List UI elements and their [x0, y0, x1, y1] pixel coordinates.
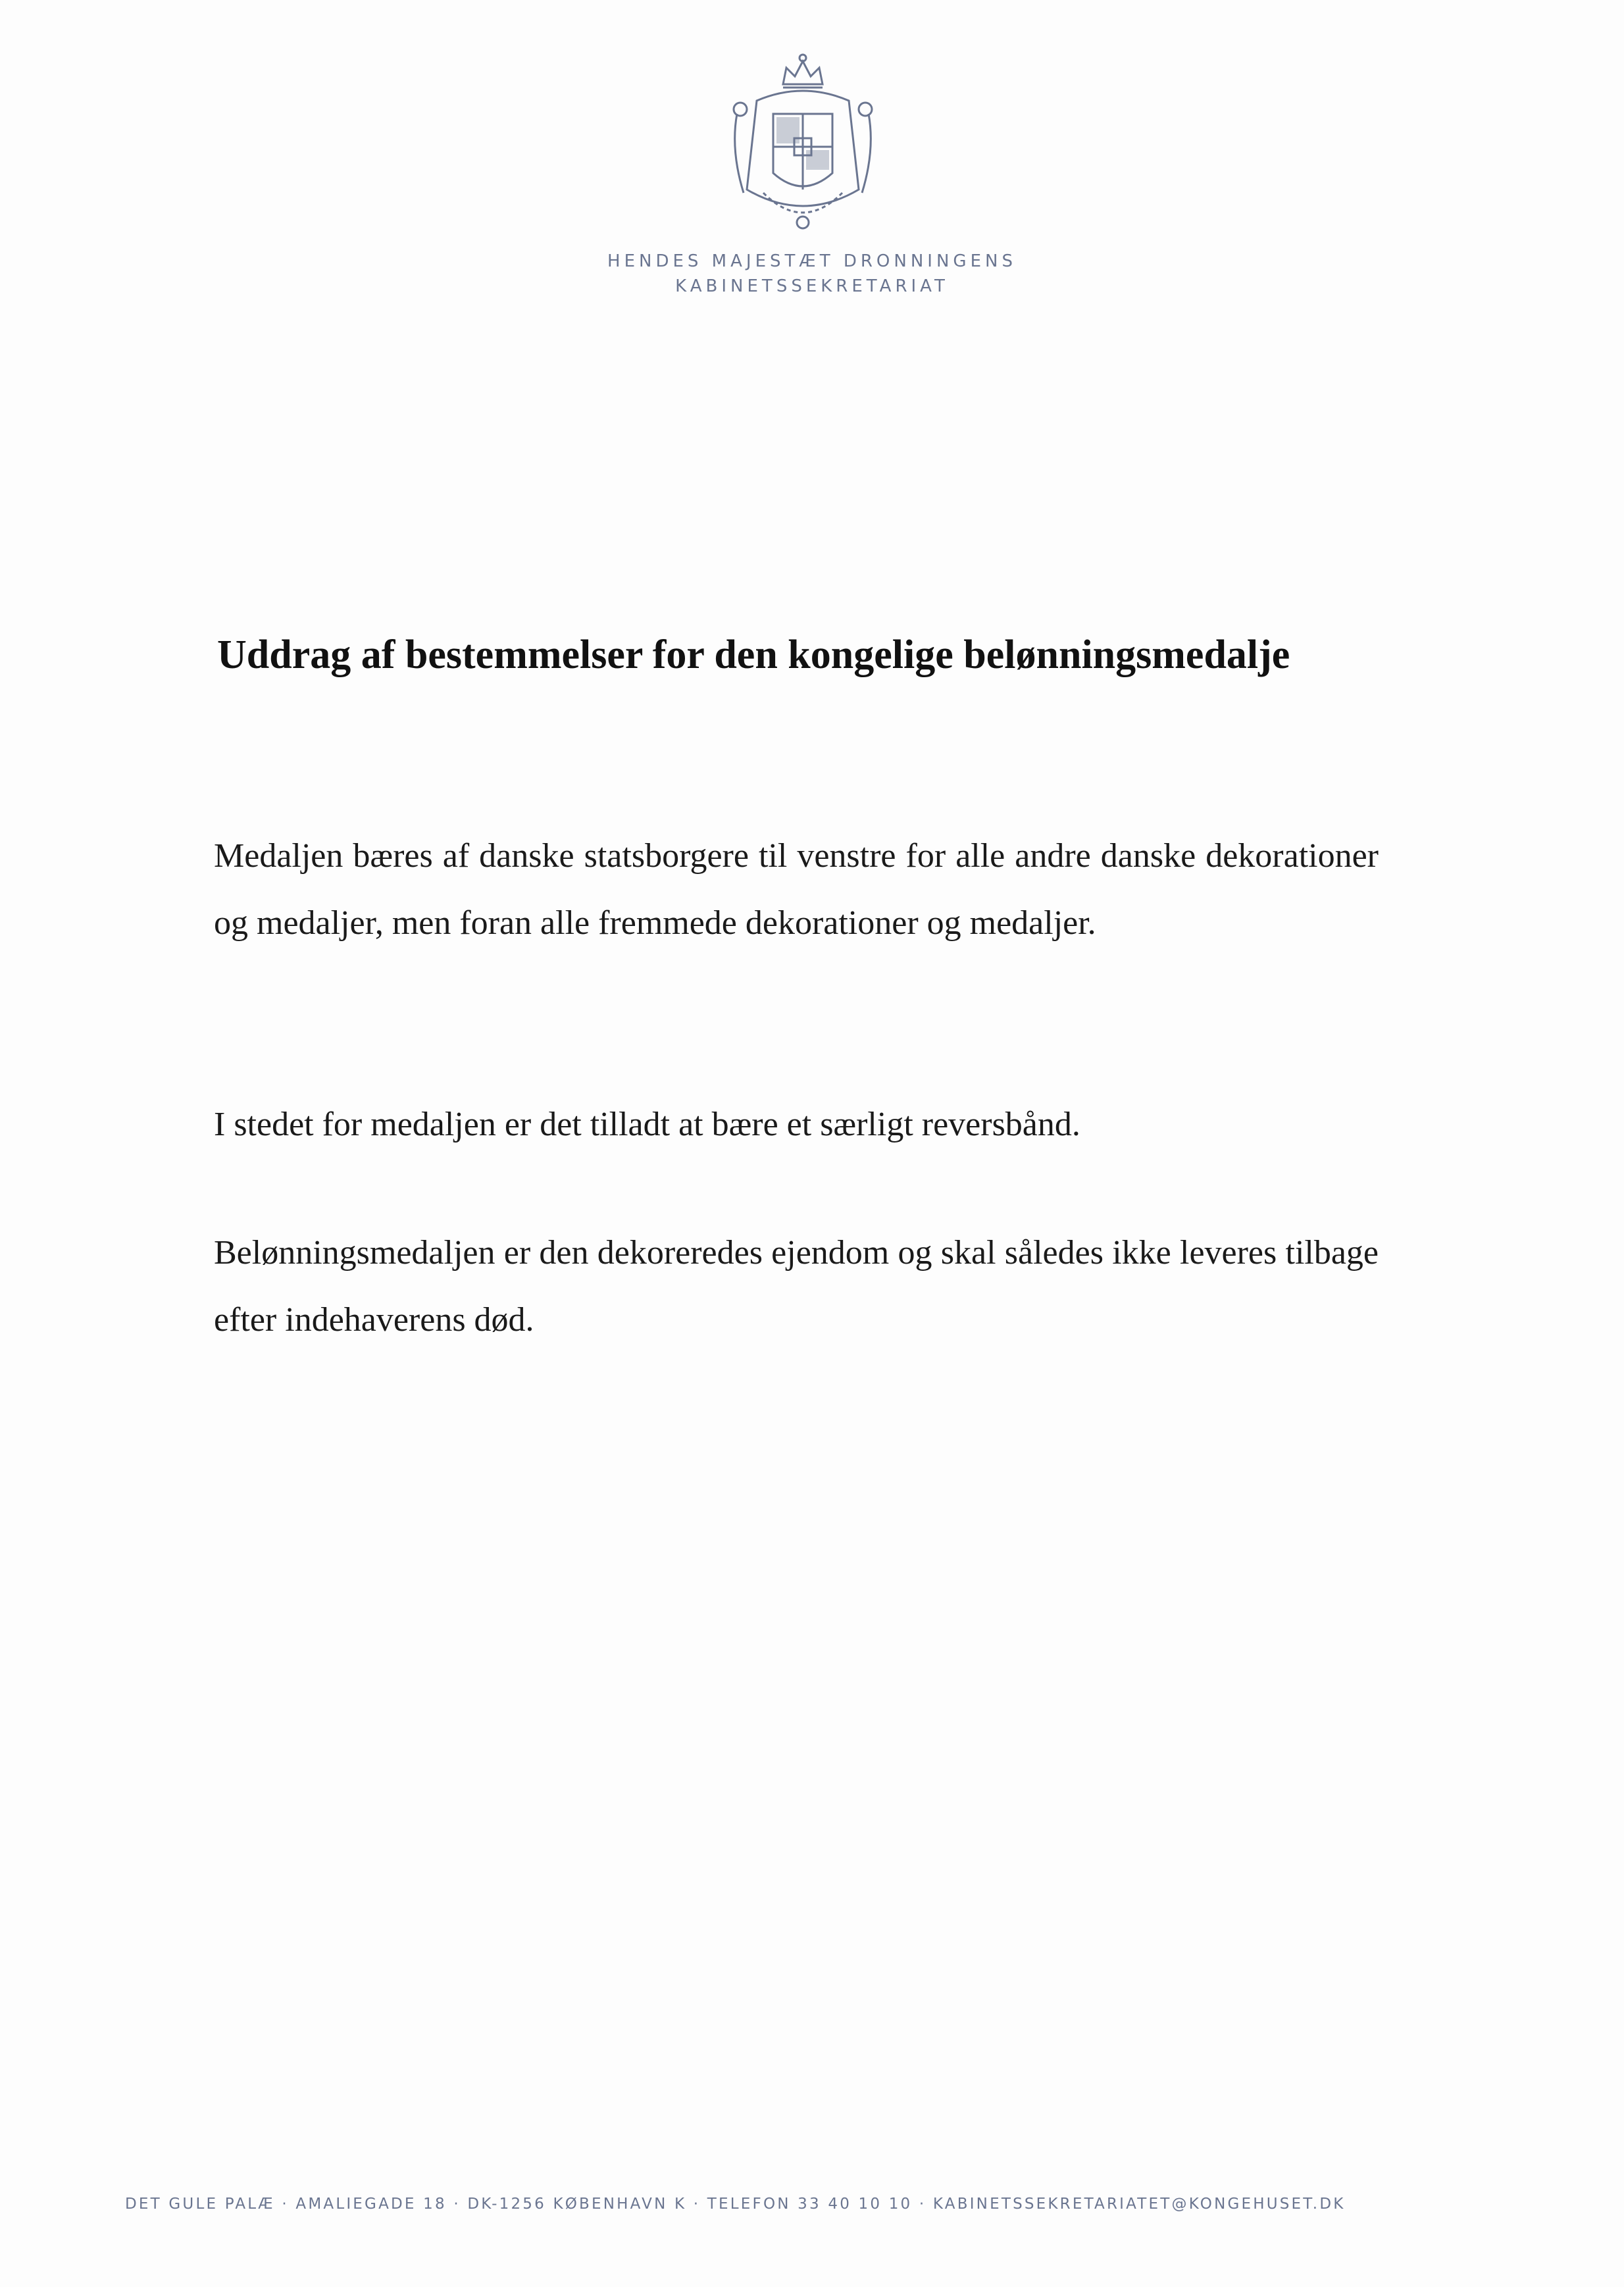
- letterhead-line-1: HENDES MAJESTÆT DRONNINGENS: [607, 251, 1017, 271]
- paragraph-3: Belønningsmedaljen er den dekoreredes ejendom og skal således ikke leveres tilbage efter indehaverens død.: [214, 1234, 1379, 1339]
- letterhead-line-2: KABINETSSEKRETARIAT: [675, 276, 949, 296]
- footer-address: DET GULE PALÆ · AMALIEGADE 18 · DK-1256 KØBENHAVN K · TELEFON 33 40 10 10 · KABINETSSEKRETARIATET@KONGEHUSET.DK: [125, 2196, 1346, 2213]
- paragraph-2: I stedet for medaljen er det tilladt at bære et særligt reversbånd.: [214, 1106, 1080, 1143]
- royal-coat-of-arms-icon: [717, 51, 888, 242]
- document-title: Uddrag af bestemmelser for den kongelige belønningsmedalje: [217, 632, 1290, 677]
- paragraph-1: Medaljen bæres af danske statsborgere til venstre for alle andre danske dekorationer og medaljer, men foran alle fremmede dekorationer og medaljer.: [214, 837, 1379, 942]
